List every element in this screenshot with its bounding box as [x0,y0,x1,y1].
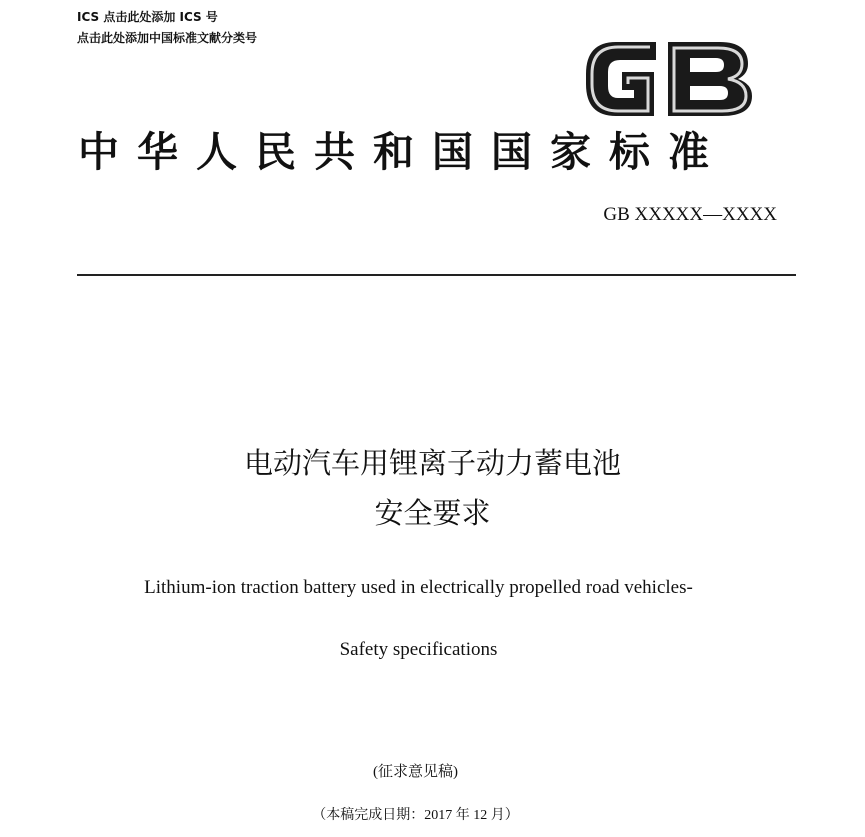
chinese-title-line-2: 安全要求 [374,496,491,530]
standard-category-title: 中华人民共和国国家标准 [78,129,727,175]
ics-code-placeholder: ICS 点击此处添加 ICS 号 [77,10,218,24]
logo-letter-g [586,42,656,116]
header-divider [77,274,796,276]
english-title-line-2: Safety specifications [339,639,498,660]
standard-number: GB XXXXX—XXXX [603,204,777,225]
chinese-title-line-1: 电动汽车用锂离子动力蓄电池 [243,446,621,480]
logo-letter-b [668,42,752,116]
clc-code-placeholder: 点击此处添加中国标准文献分类号 [77,31,258,45]
english-title-line-1: Lithium-ion traction battery used in electrically propelled road vehicles- [144,577,693,598]
draft-status-label: (征求意见稿) [373,764,458,780]
gb-standard-logo-icon [578,32,758,124]
draft-completion-date: （本稿完成日期：2017 年 12 月） [312,808,519,823]
